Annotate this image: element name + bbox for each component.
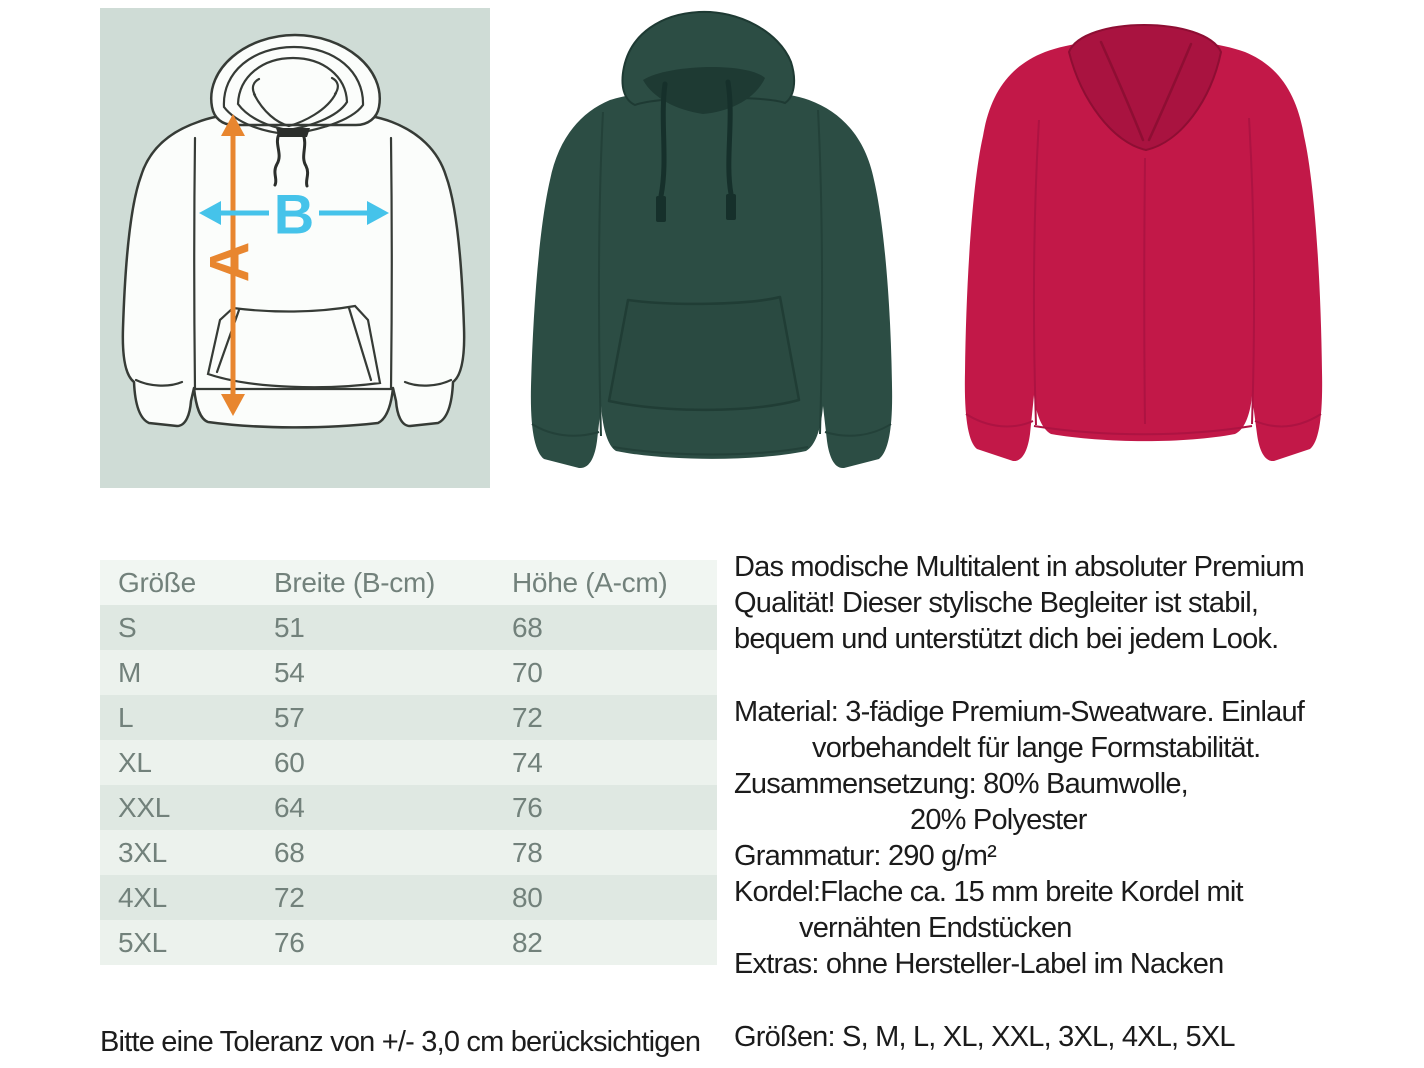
front-hoodie-body: [531, 89, 892, 468]
cell-size: M: [118, 656, 142, 688]
spec-composition-cont: 20% Polyester: [910, 804, 1087, 836]
drawstring-knot: [276, 128, 310, 137]
cell-width: 54: [274, 656, 305, 688]
cell-size: 5XL: [118, 926, 167, 958]
hoodie-outline-drawing: [100, 8, 490, 488]
spec-grammage: Grammatur: 290 g/m²: [734, 840, 996, 872]
cell-height: 78: [512, 836, 543, 868]
cell-width: 51: [274, 611, 305, 643]
product-photo-front: [513, 0, 911, 505]
cell-width: 60: [274, 746, 305, 778]
col-header-width: Breite (B-cm): [274, 566, 435, 598]
front-drawstring-left: [661, 84, 665, 196]
table-row: [100, 740, 717, 785]
sizes-summary: Größen: S, M, L, XL, XXL, 3XL, 4XL, 5XL: [734, 1021, 1235, 1053]
product-description: [734, 549, 1424, 1055]
cell-size: 4XL: [118, 881, 167, 913]
cell-size: L: [118, 701, 134, 733]
hoodie-body-outline: [123, 110, 464, 427]
description-line: Qualität! Dieser stylische Begleiter ist stabil,: [734, 587, 1259, 619]
cell-width: 57: [274, 701, 305, 733]
back-center-seam: [1144, 158, 1145, 424]
table-row: [100, 920, 717, 965]
col-header-size: Größe: [118, 566, 196, 598]
tolerance-note: Bitte eine Toleranz von +/- 3,0 cm berücksichtigen: [100, 1026, 701, 1058]
size-table-header: [100, 560, 717, 605]
spacer: [734, 657, 1424, 694]
cell-height: 82: [512, 926, 543, 958]
front-hoodie-pocket: [609, 297, 799, 410]
table-row: [100, 695, 717, 740]
spec-material-cont: vorbehandelt für lange Formstabilität.: [812, 732, 1261, 764]
table-row: [100, 650, 717, 695]
cell-height: 76: [512, 791, 543, 823]
table-row: [100, 785, 717, 830]
cell-height: 70: [512, 656, 543, 688]
cell-height: 80: [512, 881, 543, 913]
cell-size: XXL: [118, 791, 171, 823]
front-drawstring-aglet-left: [656, 196, 666, 222]
cell-height: 68: [512, 611, 543, 643]
product-photo-back: [933, 0, 1353, 505]
spacer: [734, 982, 1424, 1019]
cell-width: 76: [274, 926, 305, 958]
cell-size: 3XL: [118, 836, 167, 868]
cell-width: 64: [274, 791, 305, 823]
spec-cord: Kordel:Flache ca. 15 mm breite Kordel mit: [734, 876, 1243, 908]
cell-size: S: [118, 611, 137, 643]
cell-height: 72: [512, 701, 543, 733]
table-row: [100, 875, 717, 920]
cell-width: 68: [274, 836, 305, 868]
col-header-height: Höhe (A-cm): [512, 566, 668, 598]
hood-outline: [211, 35, 380, 125]
spec-cord-cont: vernähten Endstücken: [799, 912, 1072, 944]
table-row: [100, 605, 717, 650]
description-line: bequem und unterstützt dich bei jedem Look.: [734, 623, 1279, 655]
width-label: B: [273, 182, 315, 246]
cell-width: 72: [274, 881, 305, 913]
spec-material: Material: 3-fädige Premium-Sweatware. Einlauf: [734, 696, 1305, 728]
table-row: [100, 830, 717, 875]
cell-height: 74: [512, 746, 543, 778]
size-diagram: [100, 8, 490, 488]
height-label: A: [197, 241, 261, 283]
cell-size: XL: [118, 746, 152, 778]
description-line: Das modische Multitalent in absoluter Premium: [734, 551, 1305, 583]
spec-composition: Zusammensetzung: 80% Baumwolle,: [734, 768, 1188, 800]
front-drawstring-aglet-right: [726, 194, 736, 220]
spec-extras: Extras: ohne Hersteller-Label im Nacken: [734, 948, 1224, 980]
front-drawstring-right: [728, 82, 731, 194]
size-table: [100, 560, 717, 965]
